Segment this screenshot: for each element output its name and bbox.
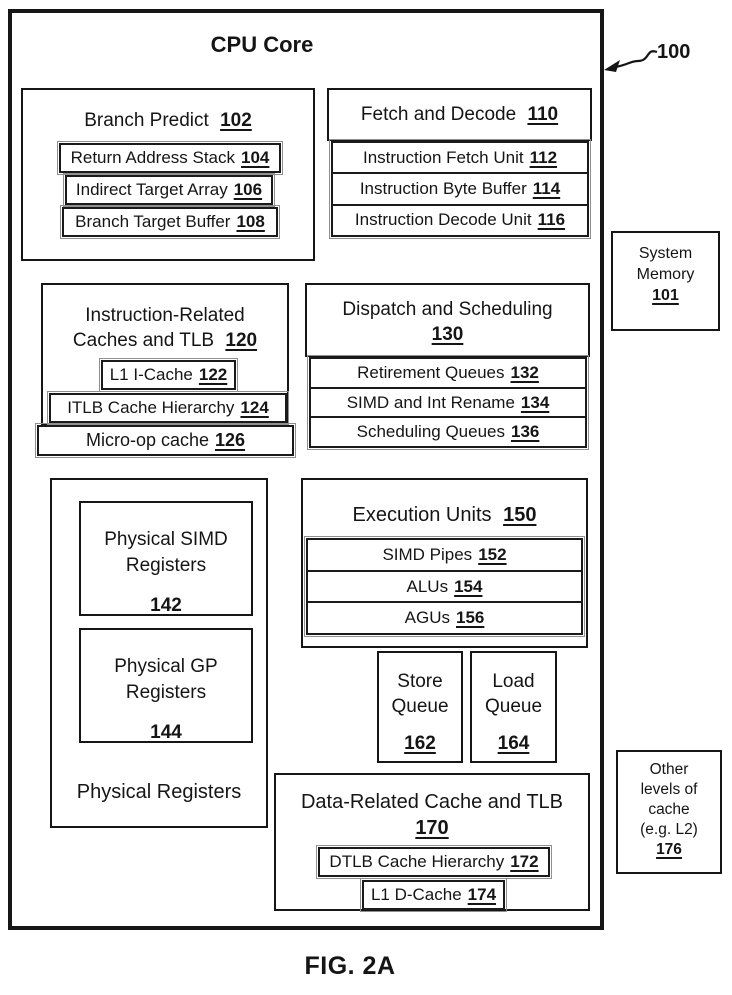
dtlb-cache-hierarchy-box: DTLB Cache Hierarchy 172 [318, 847, 550, 877]
simd-pipes-box: SIMD Pipes 152 [382, 544, 507, 564]
figure-caption: FIG. 2A [304, 952, 396, 980]
execution-units-rows [306, 538, 583, 635]
store-queue-box: Store Queue 162 [377, 651, 463, 763]
other-cache-box: Other levels of cache (e.g. L2) 176 [616, 750, 722, 874]
dispatch-rows [309, 357, 587, 448]
physical-registers-box [50, 478, 268, 828]
branch-predict-title: Branch Predict 102 [84, 110, 252, 131]
instruction-fetch-unit-box: Instruction Fetch Unit 112 [362, 147, 558, 167]
instruction-byte-buffer-box: Instruction Byte Buffer 114 [333, 172, 587, 203]
indirect-target-array-box: Indirect Target Array 106 [65, 175, 273, 205]
scheduling-queues-box: Scheduling Queues 136 [311, 416, 585, 446]
retirement-queues-box: Retirement Queues 132 [357, 362, 539, 382]
alus-box: ALUs 154 [308, 570, 581, 602]
l1-icache-box: L1 I-Cache 122 [101, 360, 236, 390]
data-cache-title: Data-Related Cache and TLB 170 [300, 791, 563, 839]
fetch-decode-rows [331, 141, 589, 237]
load-queue-box: Load Queue 164 [470, 651, 557, 763]
fetch-decode-header-box [327, 88, 592, 141]
cpu-core-title: CPU Core [210, 32, 314, 57]
execution-units-box [301, 478, 588, 648]
return-address-stack-box: Return Address Stack 104 [59, 143, 281, 173]
simd-int-rename-box: SIMD and Int Rename 134 [311, 387, 585, 417]
agus-box: AGUs 156 [308, 601, 581, 633]
instruction-decode-unit-box: Instruction Decode Unit 116 [333, 204, 587, 235]
instruction-caches-title: Instruction-Related Caches and TLB 120 [72, 305, 258, 351]
system-memory-box: System Memory 101 [611, 231, 720, 331]
execution-units-title: Execution Units 150 [352, 504, 537, 526]
data-cache-box [274, 773, 590, 911]
instruction-caches-box [41, 283, 289, 426]
figure-ref-label: 100 [657, 41, 691, 63]
ref-arrow-icon [598, 38, 660, 74]
dispatch-header-box [305, 283, 590, 357]
physical-simd-registers-box: Physical SIMD Registers 142 [79, 501, 253, 616]
micro-op-cache-box: Micro-op cache 126 [37, 425, 294, 456]
dispatch-title: Dispatch and Scheduling 130 [342, 299, 553, 345]
branch-target-buffer-box: Branch Target Buffer 108 [62, 207, 278, 237]
l1-dcache-box: L1 D-Cache 174 [362, 880, 505, 910]
branch-predict-box [21, 88, 315, 261]
physical-gp-registers-box: Physical GP Registers 144 [79, 628, 253, 743]
physical-registers-label: Physical Registers [76, 781, 242, 803]
itlb-cache-hierarchy-box: ITLB Cache Hierarchy 124 [49, 393, 287, 423]
fetch-decode-title: Fetch and Decode 110 [360, 104, 559, 125]
